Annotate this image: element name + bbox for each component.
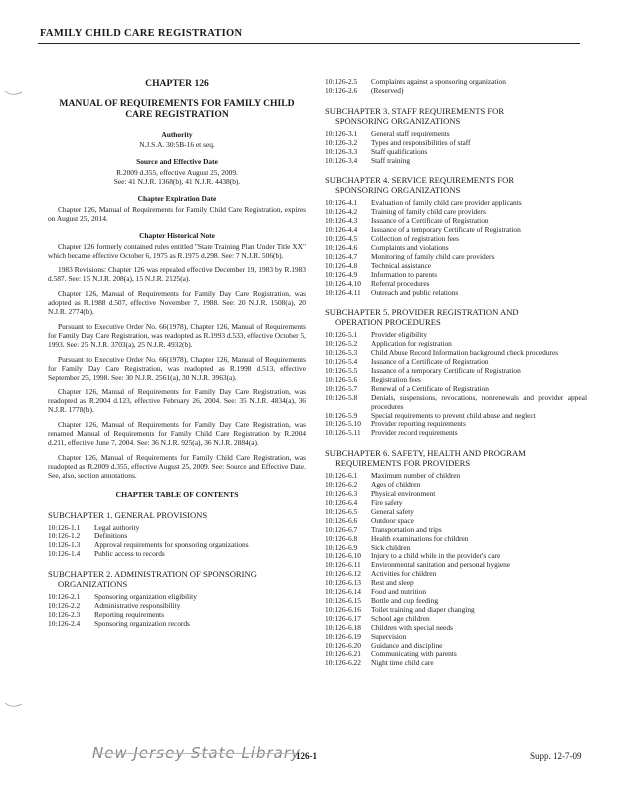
subchapter-title: OPERATION PROCEDURES — [335, 317, 441, 328]
expiration-heading: Chapter Expiration Date — [137, 194, 217, 204]
toc-entry — [48, 602, 306, 611]
section-title: Provider record requirements — [371, 428, 458, 438]
toc-entry — [48, 541, 306, 550]
section-title: Special requirements to prevent child abuse and neglect — [371, 410, 536, 420]
chapter-number: CHAPTER 126 — [145, 78, 209, 89]
section-number: 10:126-6.14 — [325, 587, 361, 597]
subchapter-title: SUBCHAPTER 1. GENERAL PROVISIONS — [48, 509, 208, 520]
section-number: 10:126-5.3 — [325, 348, 358, 358]
section-number: 10:126-6.10 — [325, 551, 361, 561]
right-column — [325, 78, 587, 668]
toc-entry — [325, 367, 587, 376]
toc-entry — [325, 535, 587, 544]
section-title: Bottle and cup feeding — [371, 595, 439, 605]
source-line: R.2009 d.355, effective August 25, 2009. — [116, 168, 238, 178]
section-number: 10:126-4.5 — [325, 234, 358, 244]
section-title: Monitoring of family child care providers — [371, 251, 495, 261]
left-column — [48, 78, 306, 629]
section-number: 10:126-5.11 — [325, 428, 361, 438]
toc-entry — [325, 289, 587, 298]
history-paragraph: Chapter 126, Manual of Requirements for Family Day Care Registration, was renamed Manual of Requirements for Family Child Care Registration by R.2004 d.211, effective June 7, 2004. See: 36 N.J.R. 925(a), 36 N.J.R. 2884(a). — [48, 420, 306, 447]
section-number: 10:126-6.5 — [325, 506, 358, 516]
section-title: (Reserved) — [371, 85, 404, 95]
section-title: Types and responsibilities of staff — [371, 137, 471, 147]
section-number: 10:126-6.15 — [325, 595, 361, 605]
authority-heading: Authority — [161, 129, 193, 139]
section-number: 10:126-2.2 — [48, 601, 81, 611]
toc-entry — [325, 253, 587, 262]
section-number: 10:126-6.2 — [325, 480, 358, 490]
section-number: 10:126-3.3 — [325, 146, 358, 156]
expiration-text: Chapter 126, Manual of Requirements for Family Child Care Registration, expires on August 25, 2014. — [48, 204, 306, 223]
toc-entry — [48, 550, 306, 559]
authority-text: N.J.S.A. 30:5B-16 et seq. — [139, 140, 215, 150]
section-number: 10:126-2.1 — [48, 592, 81, 602]
section-title: Toilet training and diaper changing — [371, 604, 475, 614]
section-number: 10:126-5.4 — [325, 357, 358, 367]
section-number: 10:126-6.1 — [325, 471, 358, 481]
section-title: Rest and sleep — [371, 578, 414, 588]
section-number: 10:126-6.17 — [325, 613, 361, 623]
section-title: Staff training — [371, 155, 411, 165]
subchapter-title: ORGANIZATIONS — [58, 579, 128, 590]
section-title: Sponsoring organization eligibility — [94, 592, 197, 602]
section-number: 10:126-3.4 — [325, 155, 358, 165]
section-number: 10:126-5.7 — [325, 383, 358, 393]
section-title: Sick children — [371, 542, 411, 552]
section-title: Injury to a child while in the provider's care — [371, 551, 501, 561]
subchapter-heading — [48, 569, 306, 589]
toc-entry — [325, 148, 587, 157]
section-number: 10:126-5.8 — [325, 392, 358, 402]
subchapter-heading — [48, 510, 306, 520]
section-number: 10:126-6.8 — [325, 533, 358, 543]
toc-entry — [325, 517, 587, 526]
history-paragraph: 1983 Revisions: Chapter 126 was repealed effective December 19, 1983 by R.1983 d.587. See: 15 N.J.R. 208(a), 15 N.J.R. 2125(a). — [48, 265, 306, 284]
toc-entry — [325, 615, 587, 624]
section-number: 10:126-6.19 — [325, 631, 361, 641]
toc-entry — [325, 394, 587, 412]
toc-entry — [325, 139, 587, 148]
section-number: 10:126-6.13 — [325, 578, 361, 588]
section-title: Outdoor space — [371, 515, 414, 525]
section-title: Outreach and public relations — [371, 287, 459, 297]
section-title: Approval requirements for sponsoring organizations — [94, 540, 249, 550]
subchapter-title: SPONSORING ORGANIZATIONS — [335, 185, 461, 196]
section-title: Registration fees — [371, 374, 421, 384]
toc-entry — [325, 157, 587, 166]
section-title: Training of family child care providers — [371, 207, 486, 217]
section-title: Renewal of a Certificate of Registration — [371, 383, 490, 393]
subchapter-title: SUBCHAPTER 5. PROVIDER REGISTRATION AND — [325, 307, 519, 318]
section-title: Ages of children — [371, 480, 421, 490]
section-number: 10:126-1.1 — [48, 522, 81, 532]
subchapter-heading — [325, 448, 587, 468]
toc-entry — [325, 490, 587, 499]
section-title: Staff qualifications — [371, 146, 428, 156]
source-line: See: 41 N.J.R. 1368(b), 41 N.J.R. 4438(b). — [113, 177, 241, 187]
history-paragraph: Pursuant to Executive Order No. 66(1978), Chapter 126, Manual of Requirements for Family Day Care Registration, was readopted as R.1998 d.513, effective September 25, 1998. See: 30 N.J.R. 2561(a), 30 N.J.R. 3963(a). — [48, 354, 306, 382]
section-title: Sponsoring organization records — [94, 618, 190, 628]
section-number: 10:126-4.8 — [325, 260, 358, 270]
toc-entry — [48, 524, 306, 533]
section-title: Child Abuse Record Information background check procedures — [371, 348, 559, 358]
section-number: 10:126-5.6 — [325, 374, 358, 384]
section-title: Health examinations for children — [371, 533, 469, 543]
section-title: Collection of registration fees — [371, 234, 460, 244]
library-logo: New Jersey State Library — [92, 744, 301, 762]
section-title: Provider reporting requirements — [371, 419, 466, 429]
section-number: 10:126-2.4 — [48, 618, 81, 628]
subchapter-heading — [325, 175, 587, 195]
section-number: 10:126-3.1 — [325, 128, 358, 138]
history-paragraph: Chapter 126 formerly contained rules entitled "State Training Plan Under Title XX" which became effective October 6, 1975 as R.1975 d.298. See: 7 N.J.R. 506(b). — [48, 241, 306, 260]
subchapter-title: SUBCHAPTER 3. STAFF REQUIREMENTS FOR — [325, 105, 505, 116]
subchapter-title: SUBCHAPTER 4. SERVICE REQUIREMENTS FOR — [325, 175, 515, 186]
history-paragraph: Chapter 126, Manual of Requirements for Family Day Care Registration, was adopted as R.1988 d.507, effective November 7, 1988. See: 20 N.J.R. 1508(a), 20 N.J.R. 2774(b). — [48, 289, 306, 317]
left-toc — [48, 510, 306, 629]
section-title: Transportation and trips — [371, 524, 442, 534]
toc-entry — [325, 262, 587, 271]
section-title: School age children — [371, 613, 430, 623]
section-number: 10:126-6.11 — [325, 560, 361, 570]
section-title: Denials, suspensions, revocations, nonrenewals and provider appeal procedures — [371, 392, 587, 411]
toc-entry — [325, 87, 587, 96]
toc-entry — [325, 561, 587, 570]
section-title: Activities for children — [371, 569, 437, 579]
toc-entry — [325, 429, 587, 438]
section-number: 10:126-6.6 — [325, 515, 358, 525]
toc-entry — [325, 235, 587, 244]
section-title: Referral procedures — [371, 278, 430, 288]
section-title: Definitions — [94, 531, 128, 541]
section-title: Supervision — [371, 631, 407, 641]
section-title: Guidance and discipline — [371, 640, 443, 650]
section-number: 10:126-6.4 — [325, 498, 358, 507]
section-number: 10:126-1.2 — [48, 531, 81, 541]
section-number: 10:126-5.5 — [325, 366, 358, 376]
section-title: Children with special needs — [371, 622, 453, 632]
toc-entry — [325, 659, 587, 668]
section-title: Environmental sanitation and personal hygiene — [371, 560, 511, 570]
chapter-title: MANUAL OF REQUIREMENTS FOR FAMILY CHILD CARE REGISTRATION — [59, 97, 295, 120]
header-rule — [38, 43, 580, 44]
section-title: Provider eligibility — [371, 330, 428, 340]
right-top-entries — [325, 78, 587, 96]
section-number: 10:126-4.2 — [325, 207, 358, 217]
section-number: 10:126-6.3 — [325, 489, 358, 499]
section-title: Evaluation of family child care provider applicants — [371, 198, 522, 208]
subchapter-title: SUBCHAPTER 6. SAFETY, HEALTH AND PROGRAM — [325, 448, 526, 459]
toc-entry — [325, 633, 587, 642]
history-paragraph: Pursuant to Executive Order No. 66(1978), Chapter 126, Manual of Requirements for Family Day Care Registration, was readopted as R.1993 d.533, effective October 5, 1993. See: 25 N.J.R. 3703(a), 25 N.J.R. 4932(b). — [48, 322, 306, 349]
section-number: 10:126-2.6 — [325, 85, 358, 95]
toc-entry — [325, 472, 587, 481]
toc-entry — [325, 588, 587, 597]
section-title: Legal authority — [94, 522, 140, 532]
section-title: Application for registration — [371, 339, 452, 349]
section-number: 10:126-6.22 — [325, 658, 361, 668]
toc-entry — [325, 570, 587, 579]
supplement-date: Supp. 12-7-09 — [530, 751, 582, 761]
section-number: 10:126-2.3 — [48, 609, 81, 619]
section-number: 10:126-6.7 — [325, 524, 358, 534]
section-number: 10:126-6.9 — [325, 542, 358, 552]
toc-heading: CHAPTER TABLE OF CONTENTS — [115, 489, 239, 499]
section-title: Complaints and violations — [371, 242, 449, 252]
section-number: 10:126-1.3 — [48, 540, 81, 550]
toc-entry — [325, 579, 587, 588]
page-number: 126-1 — [296, 751, 317, 761]
subchapter-heading — [325, 106, 587, 126]
section-number: 10:126-4.9 — [325, 269, 358, 279]
section-number: 10:126-5.1 — [325, 330, 358, 340]
subchapter-title: SUBCHAPTER 2. ADMINISTRATION OF SPONSORING — [48, 569, 257, 580]
toc-entry — [325, 271, 587, 280]
source-heading: Source and Effective Date — [136, 157, 218, 167]
section-number: 10:126-5.10 — [325, 419, 361, 429]
section-title: Fire safety — [371, 498, 403, 507]
section-number: 10:126-4.7 — [325, 251, 358, 261]
section-number: 10:126-3.2 — [325, 137, 358, 147]
section-title: Information to parents — [371, 269, 438, 279]
section-title: Food and nutrition — [371, 587, 427, 597]
section-number: 10:126-4.11 — [325, 287, 361, 297]
toc-entry — [325, 650, 587, 659]
margin-mark-icon — [4, 88, 24, 98]
section-title: Administrative responsibility — [94, 601, 181, 611]
section-title: Complaints against a sponsoring organization — [371, 77, 506, 86]
section-number: 10:126-6.21 — [325, 649, 361, 659]
subchapter-title: SPONSORING ORGANIZATIONS — [335, 115, 461, 126]
section-title: Issuance of a temporary Certificate of Registration — [371, 225, 521, 235]
toc-entry — [325, 499, 587, 508]
toc-entry — [325, 78, 587, 87]
section-number: 10:126-4.4 — [325, 225, 358, 235]
section-number: 10:126-1.4 — [48, 549, 81, 559]
margin-mark-icon — [4, 700, 24, 710]
section-title: Physical environment — [371, 489, 436, 499]
section-title: Issuance of a Certificate of Registration — [371, 357, 489, 367]
section-title: Reporting requirements — [94, 609, 164, 619]
section-number: 10:126-6.12 — [325, 569, 361, 579]
section-title: Issuance of a temporary Certificate of Registration — [371, 366, 521, 376]
section-number: 10:126-5.9 — [325, 410, 358, 420]
section-title: Technical assistance — [371, 260, 432, 270]
toc-entry — [325, 606, 587, 615]
section-number: 10:126-5.2 — [325, 339, 358, 349]
section-number: 10:126-2.5 — [325, 77, 358, 86]
section-number: 10:126-6.16 — [325, 604, 361, 614]
history-heading: Chapter Historical Note — [139, 230, 215, 240]
section-title: Communicating with parents — [371, 649, 457, 659]
section-title: General staff requirements — [371, 128, 450, 138]
subchapter-heading — [325, 307, 587, 327]
subchapter-title: REQUIREMENTS FOR PROVIDERS — [335, 458, 471, 469]
section-number: 10:126-4.6 — [325, 242, 358, 252]
section-number: 10:126-4.1 — [325, 198, 358, 208]
section-title: Public access to records — [94, 549, 165, 559]
history-paragraph: Chapter 126, Manual of Requirements for Family Day Care Registration, was readopted as R.2004 d.123, effective February 26, 2004. See: 35 N.J.R. 4834(a), 36 N.J.R. 1778(b). — [48, 387, 306, 415]
section-number: 10:126-6.20 — [325, 640, 361, 650]
section-title: Maximum number of children — [371, 471, 461, 481]
toc-entry — [48, 620, 306, 629]
toc-entry — [325, 481, 587, 490]
toc-entry — [325, 624, 587, 633]
toc-entry — [325, 508, 587, 517]
toc-entry — [325, 331, 587, 340]
section-number: 10:126-4.10 — [325, 278, 361, 288]
right-toc — [325, 106, 587, 668]
section-title: Issuance of a Certificate of Registration — [371, 216, 489, 226]
section-number: 10:126-6.18 — [325, 622, 361, 632]
section-title: General safety — [371, 506, 414, 516]
history-paragraph: Chapter 126, Manual of Requirements for Family Child Care Registration, was readopted as R.2009 d.355, effective August 25, 2009. See: Source and Effective Date. See, also, section annotations. — [48, 452, 306, 480]
section-title: Night time child care — [371, 658, 434, 668]
running-header: FAMILY CHILD CARE REGISTRATION — [40, 28, 243, 39]
section-number: 10:126-4.3 — [325, 216, 358, 226]
